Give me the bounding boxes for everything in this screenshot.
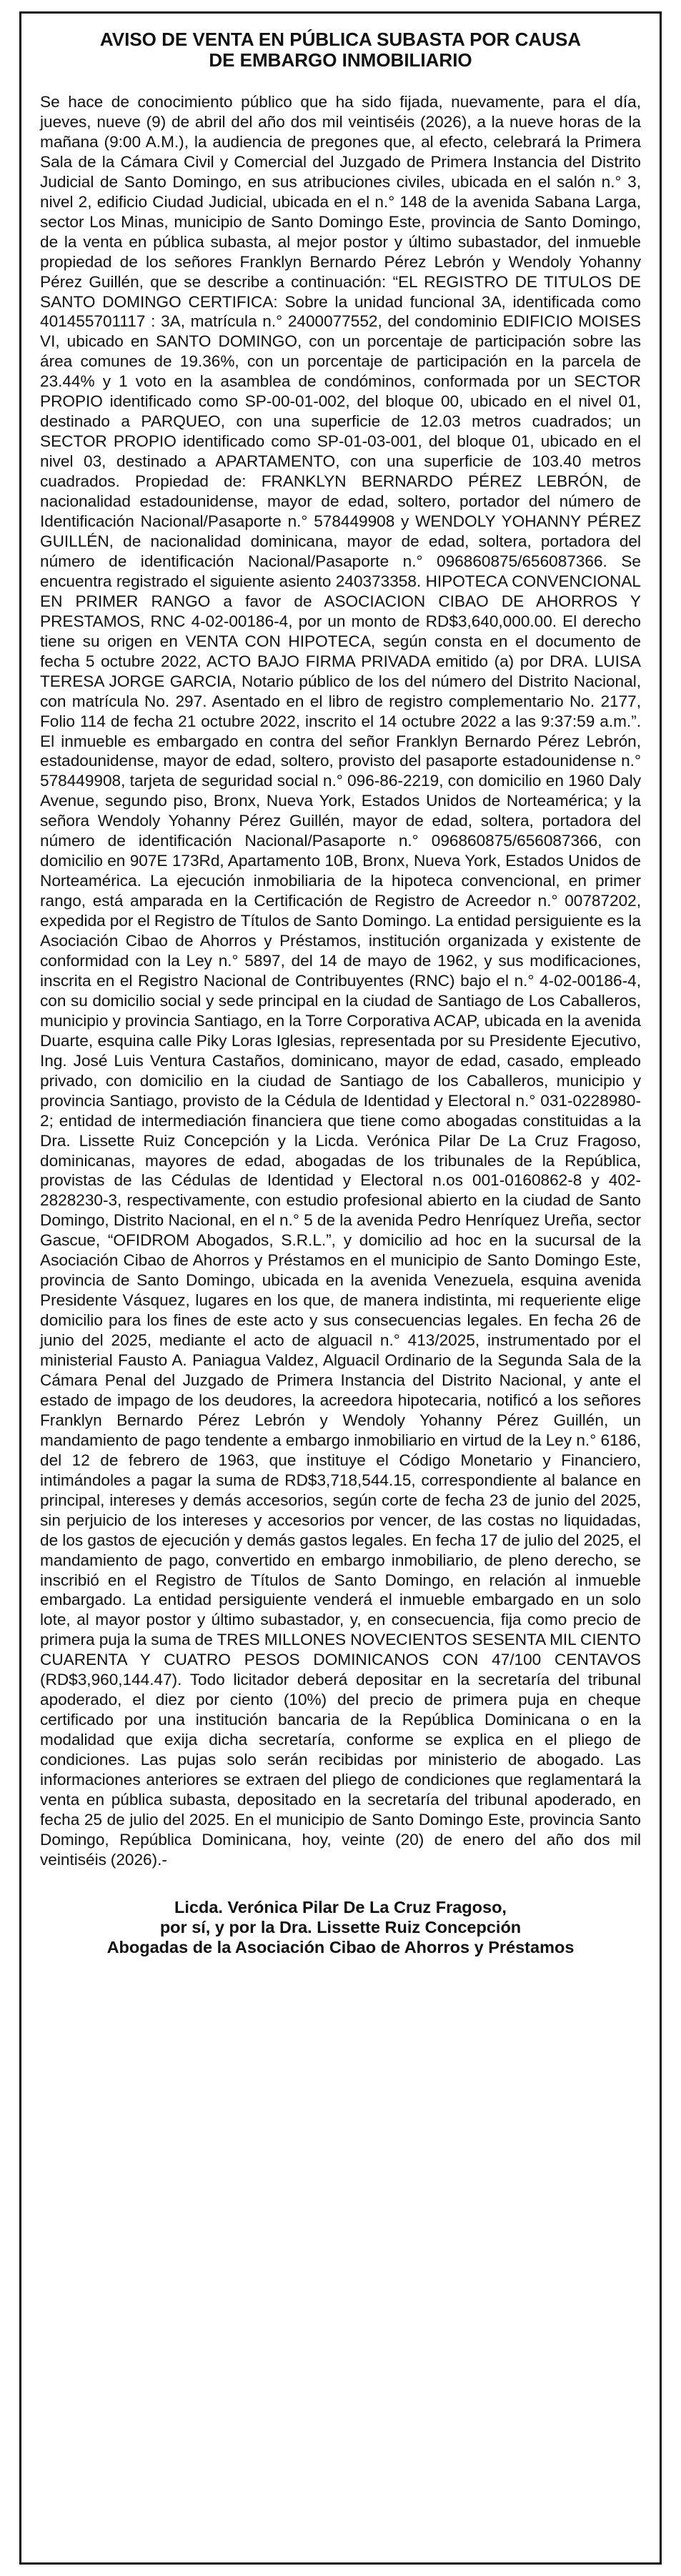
- notice-body: Se hace de conocimiento público que ha sido fijada, nuevamente, para el día, jueves, nueve (9) de abril del año dos mil veintiséis (2026), a la nueve horas de la mañana (9:00 A.M.), la audiencia de pregones que, al efecto, celebrará la Primera Sala de la Cámara Civil y Comercial del Juzgado de Primera Instancia del Distrito Judicial de Santo Domingo, en sus atribuciones civiles, ubicada en el salón n.° 3, nivel 2, edificio Ciudad Judicial, ubicada en el n.° 148 de la avenida Sabana Larga, sector Los Minas, municipio de Santo Domingo Este, provincia de Santo Domingo, de la venta en pública subasta, al mejor postor y último subastador, del inmueble propiedad de los señores Franklyn Bernardo Pérez Lebrón y Wendoly Yohanny Pérez Guillén, que se describe a continuación: “EL REGISTRO DE TITULOS DE SANTO DOMINGO CERTIFICA: Sobre la unidad funcional 3A, identificada como 401455701117 : 3A, matrícula n.° 2400077552, del condominio EDIFICIO MOISES VI, ubicado en SANTO DOMINGO, con un porcentaje de participación sobre las área comunes de 19.36%, con un porcentaje de participación en la parcela de 23.44% y 1 voto en la asamblea de condóminos, conformada por un SECTOR PROPIO identificado como SP-00-01-002, del bloque 00, ubicado en el nivel 01, destinado a PARQUEO, con una superficie de 12.03 metros cuadrados; un SECTOR PROPIO identificado como SP-01-03-001, del bloque 01, ubicado en el nivel 03, destinado a APARTAMENTO, con una superficie de 103.40 metros cuadrados. Propiedad de: FRANKLYN BERNARDO PÉREZ LEBRÓN, de nacionalidad estadounidense, mayor de edad, soltero, portador del número de Identificación Nacional/Pasaporte n.° 578449908 y WENDOLY YOHANNY PÉREZ GUILLÉN, de nacionalidad dominicana, mayor de edad, soltera, portadora del número de identificación Nacional/Pasaporte n.° 096860875/656087366. Se encuentra registrado el siguiente asiento 240373358. HIPOTECA CONVENCIONAL EN PRIMER RANGO a favor de ASOCIACION CIBAO DE AHORROS Y PRESTAMOS, RNC 4-02-00186-4, por un monto de RD$3,640,000.00. El derecho tiene su origen en VENTA CON HIPOTECA, según consta en el documento de fecha 5 octubre 2022, ACTO BAJO FIRMA PRIVADA emitido (a) por DRA. LUISA TERESA JORGE GARCIA, Notario público de los del número del Distrito Nacional, con matrícula No. 297. Asentado en el libro de registro complementario No. 2177, Folio 114 de fecha 21 octubre 2022, inscrito el 14 octubre 2022 a las 9:37:59 a.m.”. El inmueble es embargado en contra del señor Franklyn Bernardo Pérez Lebrón, estadounidense, mayor de edad, soltero, provisto del pasaporte estadounidense n.° 578449908, tarjeta de seguridad social n.° 096-86-2219, con domicilio en 1960 Daly Avenue, segundo piso, Bronx, Nueva York, Estados Unidos de Norteamérica; y la señora Wendoly Yohanny Pérez Guillén, mayor de edad, soltera, portadora del número de identificación Nacional/Pasaporte n.° 096860875/656087366, con domicilio en 907E 173Rd, Apartamento 10B, Bronx, Nueva York, Estados Unidos de Norteamérica. La ejecución inmobiliaria de la hipoteca convencional, en primer rango, está amparada en la Certificación de Registro de Acreedor n.° 00787202, expedida por el Registro de Títulos de Santo Domingo. La entidad persiguiente es la Asociación Cibao de Ahorros y Préstamos, institución organizada y existente de conformidad con la Ley n.° 5897, del 14 de mayo de 1962, y sus modificaciones, inscrita en el Registro Nacional de Contribuyentes (RNC) bajo el n.° 4-02-00186-4, con su domicilio social y sede principal en la ciudad de Santiago de Los Caballeros, municipio y provincia Santiago, en la Torre Corporativa ACAP, ubicada en la avenida Duarte, esquina calle Piky Loras Iglesias, representada por su Presidente Ejecutivo, Ing. José Luis Ventura Castaños, dominicano, mayor de edad, casado, empleado privado, con domicilio en la ciudad de Santiago de los Caballeros, municipio y provincia Santiago, provisto de la Cédula de Identidad y Electoral n.° 031-0228980-2; entidad de intermediación financiera que tiene como abogadas constituidas a la Dra. Lissette Ruiz Concepción y la Licda. Verónica Pilar De La Cruz Fragoso, dominicanas, mayores de edad, abogadas de los tribunales de la República, provistas de las Cédulas de Identidad y Electoral n.os 001-0160862-8 y 402-2828230-3, respectivamente, con estudio profesional abierto en la ciudad de Santo Domingo, Distrito Nacional, en el n.° 5 de la avenida Pedro Henríquez Ureña, sector Gascue, “OFIDROM Abogados, S.R.L.”, y domicilio ad hoc en la sucursal de la Asociación Cibao de Ahorros y Préstamos en el municipio de Santo Domingo Este, provincia de Santo Domingo, ubicada en la avenida Venezuela, esquina avenida Presidente Vásquez, lugares en los que, de manera indistinta, mi requeriente elige domicilio para los fines de este acto y sus consecuencias legales. En fecha 26 de junio del 2025, mediante el acto de alguacil n.° 413/2025, instrumentado por el ministerial Fausto A. Paniagua Valdez, Alguacil Ordinario de la Segunda Sala de la Cámara Penal del Juzgado de Primera Instancia del Distrito Nacional, y ante el estado de impago de los deudores, la acreedora hipotecaria, notificó a los señores Franklyn Bernardo Pérez Lebrón y Wendoly Yohanny Pérez Guillén, un mandamiento de pago tendente a embargo inmobiliario en virtud de la Ley n.° 6186, del 12 de febrero de 1963, que instituye el Código Monetario y Financiero, intimándoles a pagar la suma de RD$3,718,544.15, correspondiente al balance en principal, intereses y demás accesorios, según corte de fecha 23 de junio del 2025, sin perjuicio de los intereses y accesorios por vencer, de las costas no liquidadas, de los gastos de ejecución y demás gastos legales. En fecha 17 de julio del 2025, el mandamiento de pago, convertido en embargo inmobiliario, de pleno derecho, se inscribió en el Registro de Títulos de Santo Domingo, en relación al inmueble embargado. La entidad persiguiente venderá el inmueble embargado en un solo lote, al mayor postor y último subastador, y, en consecuencia, fija como precio de primera puja la suma de TRES MILLONES NOVECIENTOS SESENTA MIL CIENTO CUARENTA Y CUATRO PESOS DOMINICANOS CON 47/100 CENTAVOS (RD$3,960,144.47). Todo licitador deberá depositar en la secretaría del tribunal apoderado, el diez por ciento (10%) del precio de primera puja en cheque certificado por una institución bancaria de la República Dominicana o en la modalidad que exija dicha secretaría, conforme se explica en el pliego de condiciones. Las pujas solo serán recibidas por ministerio de abogado. Las informaciones anteriores se extraen del pliego de condiciones que reglamentará la venta en pública subasta, depositado en la secretaría del tribunal apoderado, en fecha 25 de julio del 2025. En el municipio de Santo Domingo Este, provincia Santo Domingo, República Dominicana, hoy, veinte (20) de enero del año dos mil veintiséis (2026).-: [40, 93, 641, 1869]
- signature-block: [40, 1897, 641, 1957]
- signature-line-3: Abogadas de la Asociación Cibao de Ahorros y Préstamos: [106, 1937, 575, 1956]
- signature-line-2: por sí, y por la Dra. Lissette Ruiz Concepción: [159, 1917, 522, 1936]
- notice-title-line-2: DE EMBARGO INMOBILIARIO: [209, 49, 472, 71]
- signature-line-1: Licda. Verónica Pilar De La Cruz Fragoso,: [174, 1897, 507, 1916]
- legal-notice: [19, 11, 662, 2565]
- notice-title: [40, 29, 641, 71]
- notice-title-line-1: AVISO DE VENTA EN PÚBLICA SUBASTA POR CAUSA: [99, 29, 582, 50]
